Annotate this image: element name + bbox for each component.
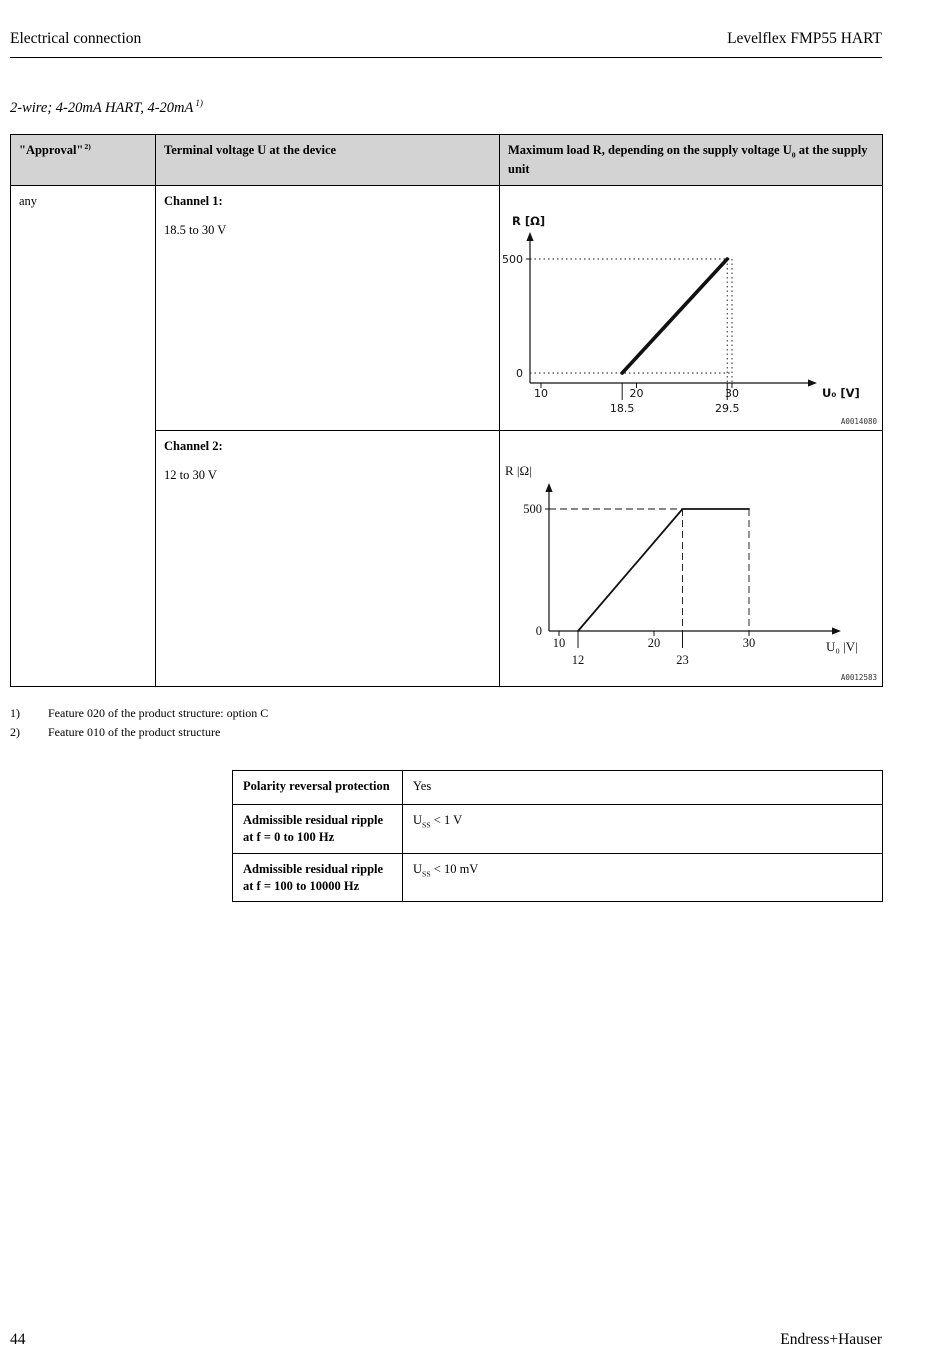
approval-value-cell: any — [11, 185, 156, 686]
table-header-row — [11, 134, 883, 185]
channel1-load-chart — [500, 186, 882, 430]
channel2-voltage-range: 12 to 30 V — [164, 467, 217, 482]
spec-row-ripple-high — [233, 853, 883, 902]
svg-text:A0012583: A0012583 — [840, 672, 877, 682]
table-row-channel1 — [11, 185, 883, 430]
spec-value-ripple-low: $U_{SS} < 1$ V — [403, 804, 883, 853]
page-header — [10, 0, 882, 48]
footnotes — [10, 705, 882, 740]
spec-table — [232, 770, 883, 902]
footnote-2-text: Feature 010 of the product structure — [48, 724, 221, 739]
svg-text:20: 20 — [647, 635, 661, 650]
spec-label-ripple-low: Admissible residual ripple at f = 0 to 100 Hz — [233, 804, 403, 853]
svg-text:0: 0 — [535, 623, 542, 638]
approval-footnote-ref: 2) — [84, 141, 91, 151]
footnote-1-marker: 1) — [10, 705, 20, 720]
header-section-title: Electrical connection — [10, 30, 142, 47]
footnote-2-marker: 2) — [10, 724, 20, 739]
svg-text:A0014080: A0014080 — [840, 416, 877, 426]
svg-text:30: 30 — [742, 635, 756, 650]
channel1-voltage-range: 18.5 to 30 V — [164, 222, 227, 237]
footnote-1 — [10, 705, 882, 721]
svg-text:10: 10 — [552, 635, 566, 650]
header-rule — [10, 57, 882, 58]
svg-text:500: 500 — [523, 501, 542, 516]
svg-text:U₀ [V]: U₀ [V] — [822, 385, 860, 400]
svg-text:R |Ω|: R |Ω| — [505, 462, 532, 478]
svg-text:0: 0 — [516, 366, 523, 380]
channel2-voltage-cell — [156, 430, 500, 686]
section-title — [10, 98, 882, 117]
svg-text:12: 12 — [571, 652, 585, 667]
page-number: 44 — [10, 1331, 26, 1348]
svg-text:23: 23 — [676, 652, 689, 667]
channel1-chart-cell — [500, 185, 883, 430]
max-load-header-subscript: 0 — [791, 150, 796, 160]
svg-text:500: 500 — [502, 252, 523, 266]
svg-text:18.5: 18.5 — [609, 401, 635, 415]
spec-row-ripple-low — [233, 804, 883, 853]
channel2-chart-cell — [500, 430, 883, 686]
section-title-text: 2-wire; 4-20mA HART, 4-20mA — [10, 99, 194, 116]
footnote-1-text: Feature 020 of the product structure: option C — [48, 705, 269, 720]
svg-text:30: 30 — [725, 386, 739, 400]
section-title-footnote-ref: 1) — [195, 98, 203, 108]
connection-table — [10, 134, 883, 687]
spec-label-polarity: Polarity reversal protection — [233, 771, 403, 805]
channel2-load-chart — [500, 431, 882, 686]
spec-value-polarity: Yes — [403, 771, 883, 805]
max-load-header-suffix: at the supply unit — [508, 142, 868, 176]
header-product-title: Levelflex FMP55 HART — [727, 30, 882, 47]
footnote-2 — [10, 724, 882, 740]
svg-text:20: 20 — [629, 386, 644, 400]
spec-value-ripple-high: $U_{SS} < 10$ mV — [403, 853, 883, 902]
company-name: Endress+Hauser — [780, 1331, 882, 1348]
max-load-header-text: Maximum load R, depending on the supply voltage U — [508, 142, 792, 157]
col-header-max-load — [500, 134, 883, 185]
col-header-approval — [11, 134, 156, 185]
approval-header-text: "Approval" — [19, 142, 84, 157]
page-footer — [10, 1331, 882, 1349]
spec-row-polarity — [233, 771, 883, 805]
svg-text:U₀ |V|: U₀ |V| — [826, 638, 858, 654]
svg-text:10: 10 — [534, 386, 548, 400]
spec-label-ripple-high: Admissible residual ripple at f = 100 to 10000 Hz — [233, 853, 403, 902]
col-header-terminal-voltage: Terminal voltage U at the device — [156, 134, 500, 185]
channel1-label: Channel 1: — [164, 193, 223, 208]
channel1-voltage-cell — [156, 185, 500, 430]
svg-text:R [Ω]: R [Ω] — [512, 213, 546, 228]
channel2-label: Channel 2: — [164, 438, 223, 453]
svg-text:29.5: 29.5 — [714, 401, 740, 415]
